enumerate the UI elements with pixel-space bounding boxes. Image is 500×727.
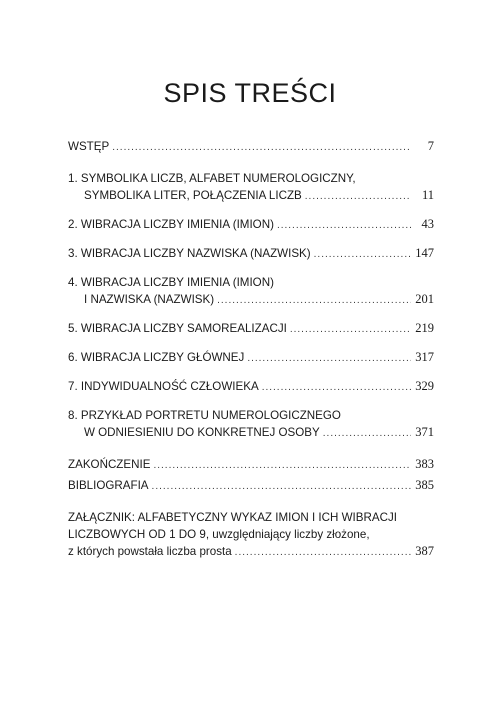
toc-entry-label: ZAŁĄCZNIK: ALFABETYCZNY WYKAZ IMION I ICH WIBRACJI xyxy=(68,511,397,524)
toc-page-number: 317 xyxy=(415,350,434,364)
toc-entry-chapter-7[interactable] xyxy=(68,378,434,396)
table-of-contents xyxy=(68,138,434,561)
toc-page-number: 383 xyxy=(415,457,434,471)
toc-page-number: 371 xyxy=(415,425,434,439)
dot-leader xyxy=(153,457,411,474)
toc-entry-chapter-8[interactable] xyxy=(68,407,434,442)
toc-entry-label: 4. WIBRACJA LICZBY IMIENIA (IMION) xyxy=(68,276,274,289)
dot-leader xyxy=(217,292,411,309)
dot-leader xyxy=(305,188,411,205)
dot-leader xyxy=(323,425,411,442)
dot-leader xyxy=(314,246,411,263)
toc-entry-label: BIBLIOGRAFIA xyxy=(68,479,149,492)
toc-entry-label: 8. PRZYKŁAD PORTRETU NUMEROLOGICZNEGO xyxy=(68,409,341,422)
toc-entry-label-continued: I NAZWISKA (NAZWISK) xyxy=(84,293,215,306)
toc-page-number: 147 xyxy=(415,246,434,260)
toc-entry-chapter-3[interactable] xyxy=(68,245,434,263)
toc-entry-label: 1. SYMBOLIKA LICZB, ALFABET NUMEROLOGICZNY, xyxy=(68,172,356,185)
toc-entry-label: 3. WIBRACJA LICZBY NAZWISKA (NAZWISK) xyxy=(68,247,311,260)
toc-entry-appendix[interactable] xyxy=(68,509,434,561)
toc-entry-chapter-6[interactable] xyxy=(68,349,434,367)
toc-entry-label: 2. WIBRACJA LICZBY IMIENIA (IMION) xyxy=(68,218,274,231)
toc-entry-introduction[interactable] xyxy=(68,138,434,156)
dot-leader xyxy=(112,139,411,156)
toc-entry-chapter-5[interactable] xyxy=(68,320,434,338)
toc-entry-label: 7. INDYWIDUALNOŚĆ CZŁOWIEKA xyxy=(68,380,259,393)
toc-page-number: 7 xyxy=(427,139,434,153)
toc-entry-label-continued: z których powstała liczba prosta xyxy=(68,545,232,558)
toc-page-number: 385 xyxy=(415,478,434,492)
dot-leader xyxy=(277,217,411,234)
toc-page-number: 11 xyxy=(421,188,434,202)
dot-leader xyxy=(247,350,411,367)
toc-entry-label-continued: LICZBOWYCH OD 1 DO 9, uwzględniający liczby złożone, xyxy=(68,528,370,541)
dot-leader xyxy=(262,379,411,396)
toc-page-number: 329 xyxy=(415,379,434,393)
toc-entry-label: ZAKOŃCZENIE xyxy=(68,458,151,471)
page-title: SPIS TREŚCI xyxy=(163,78,337,108)
toc-page-number: 201 xyxy=(415,292,434,306)
toc-entry-conclusion[interactable] xyxy=(68,456,434,474)
dot-leader xyxy=(290,321,411,338)
dot-leader xyxy=(152,478,411,495)
toc-page-number: 387 xyxy=(415,544,434,558)
toc-page-number: 219 xyxy=(415,321,434,335)
toc-page-number: 43 xyxy=(421,217,434,231)
toc-entry-label-continued: SYMBOLIKA LITER, POŁĄCZENIA LICZB xyxy=(84,189,302,202)
toc-entry-bibliography[interactable] xyxy=(68,477,434,495)
toc-entry-label: 6. WIBRACJA LICZBY GŁÓWNEJ xyxy=(68,351,245,364)
toc-entry-chapter-2[interactable] xyxy=(68,216,434,234)
dot-leader xyxy=(235,544,411,561)
toc-entry-label: WSTĘP xyxy=(68,140,110,153)
toc-entry-label: 5. WIBRACJA LICZBY SAMOREALIZACJI xyxy=(68,322,287,335)
toc-entry-chapter-1[interactable] xyxy=(68,170,434,205)
toc-entry-chapter-4[interactable] xyxy=(68,274,434,309)
toc-entry-label-continued: W ODNIESIENIU DO KONKRETNEJ OSOBY xyxy=(84,426,320,439)
